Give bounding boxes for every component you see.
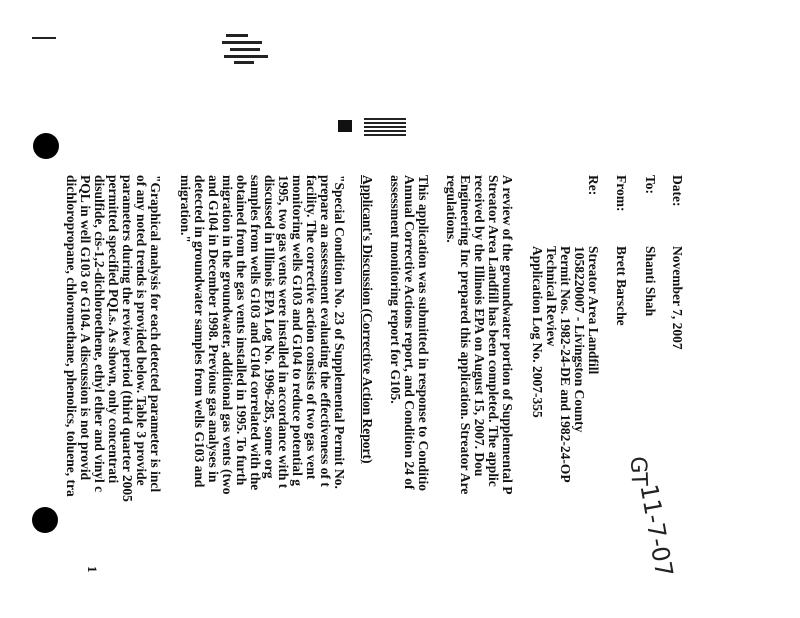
para3-line: discussed in Illinois EPA Log No. 1996-285, some org bbox=[262, 175, 277, 479]
para3-line: "Special Condition No. 23 of Supplemental Permit No. bbox=[332, 175, 347, 489]
redacted-scribble bbox=[220, 30, 272, 66]
para3-line: migration in the groundwater, additional gas vents (two bbox=[220, 175, 235, 495]
re-label: Re: bbox=[586, 175, 601, 196]
para3-line: detected in groundwater samples from wells G103 and bbox=[192, 175, 207, 488]
para1-line: regulations. bbox=[444, 175, 459, 243]
para1-line: Engineering Inc prepared this application. Streator Are bbox=[458, 175, 473, 495]
para4-line: disulfide, cis-1,2-dichloroethene, ethyl ether and vinyl c bbox=[92, 175, 107, 493]
para2-line: assessment monitoring report for G105. bbox=[388, 175, 403, 404]
para3-line: and G104 in December 1998. Previous gas analyses in bbox=[206, 175, 221, 483]
para4-line: permitted specified PQLs. As shown, only concentrati bbox=[106, 175, 121, 484]
para1-line: received by the Illinois EPA on August 15, 2007. Dou bbox=[472, 175, 487, 477]
para3-line: 1995, two gas vents were installed in accordance with t bbox=[276, 175, 291, 489]
punch-hole-top bbox=[33, 133, 59, 159]
redaction-block bbox=[338, 120, 352, 132]
page-number: 1 bbox=[85, 566, 100, 573]
para3-line: facility. The corrective action consists of two gas vent bbox=[304, 175, 319, 480]
date-value: November 7, 2007 bbox=[670, 246, 685, 350]
para2-line: This application was submitted in response to Conditio bbox=[416, 175, 431, 491]
punch-hole-bottom bbox=[32, 507, 58, 533]
para1-line: Streator Area Landfill has been completed. The applic bbox=[486, 175, 501, 487]
margin-dash bbox=[32, 37, 56, 39]
from-label: From: bbox=[614, 175, 629, 212]
para4-line: parameters during the review period (third quarter 2005 bbox=[120, 175, 135, 502]
para4-line: dichloropropane, chloromethane, phenolics, toluene, tra bbox=[64, 175, 79, 497]
para4-line: of any noted trends is provided below. Table 3 provide bbox=[134, 175, 149, 486]
para3-line: prepare an assessment evaluating the effectiveness of t bbox=[318, 175, 333, 487]
handwritten-initials: GT bbox=[625, 456, 652, 487]
from-value: Brett Barsche bbox=[614, 246, 629, 326]
to-label: To: bbox=[643, 175, 658, 195]
para3-line: monitoring wells G103 and G104 to reduce potential g bbox=[290, 175, 305, 487]
date-label: Date: bbox=[670, 175, 685, 207]
memo-body: Date: November 7, 2007 To: Shanti Shah From: Brett Barsche Re: Streator Area Landfill 1058220007 - Livingston County Permit Nos. 1982-24-DE and 1982-24-OP Technical Review Application Log No. 2007-355 A review of the groundwater portion of Supplemental P Streator Area Landfill has been completed. The applic received by the Illinois EPA on August 15, 2007. Dou Engineering Inc prepared this application. Streator Are regulations. This application was submitted in response to Conditio Annual Corrective Actions report, and Condition 24 of assessment monitoring report for G105. Applicant's Discussion (Corrective Action Report) "Special Condition No. 23 of Supplemental Permit No. prepare an assessment evaluating the effectiveness of t facility. The corrective action consists of two gas vent monitoring wells G103 and G104 to reduce potential g 1995, two gas vents were installed in accordance with t discussed in Illinois EPA Log No. 1996-285, some org samples from wells G103 and G104 correlated with the obtained from the gas vents installed in 1995. To furth migration in the groundwater, additional gas vents (two and G104 in December 1998. Previous gas analyses in detected in groundwater samples from wells G103 and migration." "Graphical analysis for each detected parameter is incl of any noted trends is provided below. Table 3 provide parameters during the review period (third quarter 2005 permitted specified PQLs. As shown, only concentrati disulfide, cis-1,2-dichloroethene, ethyl ether and vinyl c PQL in well G103 or G104. A discussion is not provid dichloropropane, chloromethane, phenolics, toluene, tra bbox=[64, 175, 685, 502]
to-value: Shanti Shah bbox=[643, 246, 658, 317]
handwritten-date: 11-7-07 bbox=[634, 482, 679, 580]
para3-line: obtained from the gas vents installed in 1995. To furth bbox=[234, 175, 249, 486]
redaction-strip bbox=[364, 118, 406, 136]
para1-line: A review of the groundwater portion of Supplemental P bbox=[500, 175, 515, 495]
para3-line: migration." bbox=[178, 175, 193, 243]
para2-line: Annual Corrective Actions report, and Condition 24 of bbox=[402, 175, 417, 490]
section-heading: Applicant's Discussion (Corrective Action Report) bbox=[360, 175, 375, 464]
para3-line: samples from wells G103 and G104 correlated with the bbox=[248, 175, 263, 491]
para4-line: PQL in well G103 or G104. A discussion is not provid bbox=[78, 175, 93, 481]
para4-line: "Graphical analysis for each detected parameter is incl bbox=[148, 175, 163, 493]
